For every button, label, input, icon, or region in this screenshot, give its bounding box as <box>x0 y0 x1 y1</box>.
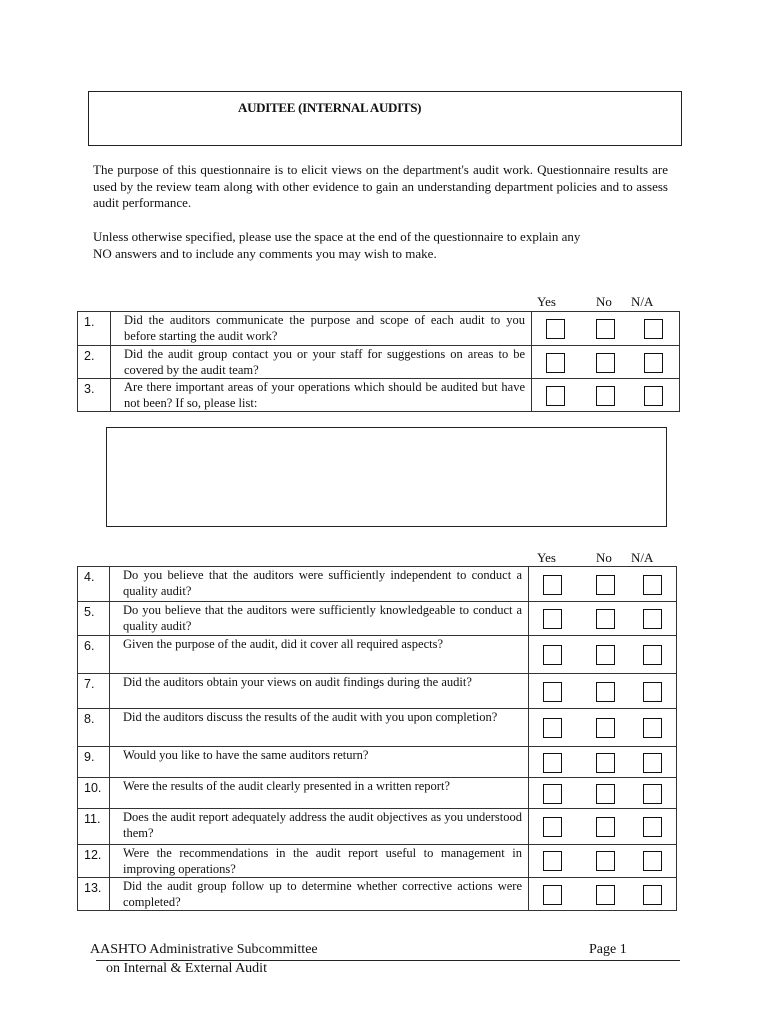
column-header-no: No <box>596 294 612 309</box>
question-number: 4. <box>78 567 110 602</box>
na-checkbox[interactable] <box>644 386 663 406</box>
answer-cell <box>532 346 680 379</box>
question-number: 6. <box>78 636 110 674</box>
question-row <box>78 674 677 709</box>
yes-checkbox[interactable] <box>543 851 562 871</box>
no-checkbox[interactable] <box>596 851 615 871</box>
comment-box[interactable] <box>106 427 667 527</box>
answer-cell <box>529 602 677 636</box>
footer-org-line-2: on Internal & External Audit <box>106 961 267 976</box>
question-cell <box>110 878 529 911</box>
question-number: 2. <box>78 346 111 379</box>
question-cell <box>110 636 529 674</box>
answer-cell <box>529 747 677 778</box>
answer-cell <box>529 778 677 809</box>
instructions-line-2: NO answers and to include any comments you may wish to make. <box>93 245 437 261</box>
na-checkbox[interactable] <box>643 575 662 595</box>
column-header-no-2: No <box>596 550 612 565</box>
yes-checkbox[interactable] <box>543 682 562 702</box>
question-text: Did the audit group follow up to determine whether corrective actions were completed? <box>123 879 522 909</box>
question-text: Did the audit group contact you or your staff for suggestions on areas to be covered by the audit team? <box>124 347 525 377</box>
answer-cell <box>529 845 677 878</box>
answer-cell <box>529 709 677 747</box>
yes-checkbox[interactable] <box>543 718 562 738</box>
question-number: 3. <box>78 379 111 412</box>
question-number: 9. <box>78 747 110 778</box>
na-checkbox[interactable] <box>643 784 662 804</box>
questions-table-1 <box>77 311 680 412</box>
question-cell <box>110 747 529 778</box>
question-row <box>78 845 677 878</box>
question-text: Does the audit report adequately address the audit objectives as you understood them? <box>123 810 522 840</box>
yes-checkbox[interactable] <box>546 319 565 339</box>
question-cell <box>110 778 529 809</box>
page-title: AUDITEE (INTERNAL AUDITS) <box>238 100 422 115</box>
na-checkbox[interactable] <box>643 885 662 905</box>
question-number: 11. <box>78 809 110 845</box>
answer-cell <box>532 379 680 412</box>
instructions-paragraph <box>93 229 668 262</box>
no-checkbox[interactable] <box>596 817 615 837</box>
question-row <box>78 809 677 845</box>
question-text: Are there important areas of your operations which should be audited but have not been? If so, please list: <box>124 380 525 410</box>
question-row <box>78 567 677 602</box>
na-checkbox[interactable] <box>643 817 662 837</box>
question-row <box>78 636 677 674</box>
answer-cell <box>529 809 677 845</box>
yes-checkbox[interactable] <box>543 753 562 773</box>
question-cell <box>111 346 532 379</box>
no-checkbox[interactable] <box>596 575 615 595</box>
question-number: 8. <box>78 709 110 747</box>
question-row <box>78 312 680 346</box>
question-text: Did the auditors obtain your views on audit findings during the audit? <box>123 675 472 689</box>
question-cell <box>111 312 532 346</box>
yes-checkbox[interactable] <box>543 784 562 804</box>
column-header-yes: Yes <box>537 294 556 309</box>
column-header-na: N/A <box>631 294 654 309</box>
question-number: 12. <box>78 845 110 878</box>
question-text: Were the results of the audit clearly presented in a written report? <box>123 779 450 793</box>
column-header-na-2: N/A <box>631 550 654 565</box>
question-row <box>78 747 677 778</box>
question-text: Were the recommendations in the audit report useful to management in improving operations? <box>123 846 522 876</box>
answer-cell <box>529 878 677 911</box>
column-header-yes-2: Yes <box>537 550 556 565</box>
na-checkbox[interactable] <box>644 319 663 339</box>
na-checkbox[interactable] <box>643 718 662 738</box>
question-cell <box>111 379 532 412</box>
yes-checkbox[interactable] <box>546 353 565 373</box>
question-text: Given the purpose of the audit, did it cover all required aspects? <box>123 637 444 651</box>
question-cell <box>110 809 529 845</box>
no-checkbox[interactable] <box>596 645 615 665</box>
answer-cell <box>529 674 677 709</box>
no-checkbox[interactable] <box>596 718 615 738</box>
question-row <box>78 709 677 747</box>
answer-cell <box>529 567 677 602</box>
no-checkbox[interactable] <box>596 353 615 373</box>
yes-checkbox[interactable] <box>543 885 562 905</box>
question-cell <box>110 674 529 709</box>
question-cell <box>110 845 529 878</box>
no-checkbox[interactable] <box>596 682 615 702</box>
na-checkbox[interactable] <box>643 682 662 702</box>
na-checkbox[interactable] <box>643 645 662 665</box>
na-checkbox[interactable] <box>643 609 662 629</box>
na-checkbox[interactable] <box>643 851 662 871</box>
question-cell <box>110 709 529 747</box>
question-row <box>78 778 677 809</box>
no-checkbox[interactable] <box>596 319 615 339</box>
answer-cell <box>529 636 677 674</box>
question-text: Did the auditors communicate the purpose and scope of each audit to you before starting the audit work? <box>124 313 525 343</box>
question-number: 7. <box>78 674 110 709</box>
question-row <box>78 602 677 636</box>
no-checkbox[interactable] <box>596 609 615 629</box>
no-checkbox[interactable] <box>596 753 615 773</box>
footer-page-number: Page 1 <box>589 942 627 957</box>
answer-cell <box>532 312 680 346</box>
question-row <box>78 878 677 911</box>
yes-checkbox[interactable] <box>543 575 562 595</box>
question-row <box>78 379 680 412</box>
intro-paragraph: The purpose of this questionnaire is to elicit views on the department's audit work. Questionnaire results are used by the review team along with other evidence to gain an understanding department policies and to assess audit performance. <box>93 162 668 210</box>
question-cell <box>110 602 529 636</box>
question-number: 1. <box>78 312 111 346</box>
question-text: Do you believe that the auditors were sufficiently independent to conduct a quality audit? <box>123 568 522 598</box>
yes-checkbox[interactable] <box>546 386 565 406</box>
yes-checkbox[interactable] <box>543 609 562 629</box>
question-text: Did the auditors discuss the results of the audit with you upon completion? <box>123 710 498 724</box>
na-checkbox[interactable] <box>644 353 663 373</box>
no-checkbox[interactable] <box>596 784 615 804</box>
instructions-line-1: Unless otherwise specified, please use the space at the end of the questionnaire to explain any <box>93 229 581 244</box>
question-row <box>78 346 680 379</box>
no-checkbox[interactable] <box>596 885 615 905</box>
question-number: 13. <box>78 878 110 911</box>
yes-checkbox[interactable] <box>543 645 562 665</box>
no-checkbox[interactable] <box>596 386 615 406</box>
question-number: 10. <box>78 778 110 809</box>
yes-checkbox[interactable] <box>543 817 562 837</box>
question-text: Do you believe that the auditors were sufficiently knowledgeable to conduct a quality audit? <box>123 603 522 633</box>
question-text: Would you like to have the same auditors return? <box>123 748 369 762</box>
footer-org-line-1: AASHTO Administrative Subcommittee <box>90 942 318 957</box>
question-cell <box>110 567 529 602</box>
question-number: 5. <box>78 602 110 636</box>
questions-table-2 <box>77 566 677 911</box>
na-checkbox[interactable] <box>643 753 662 773</box>
